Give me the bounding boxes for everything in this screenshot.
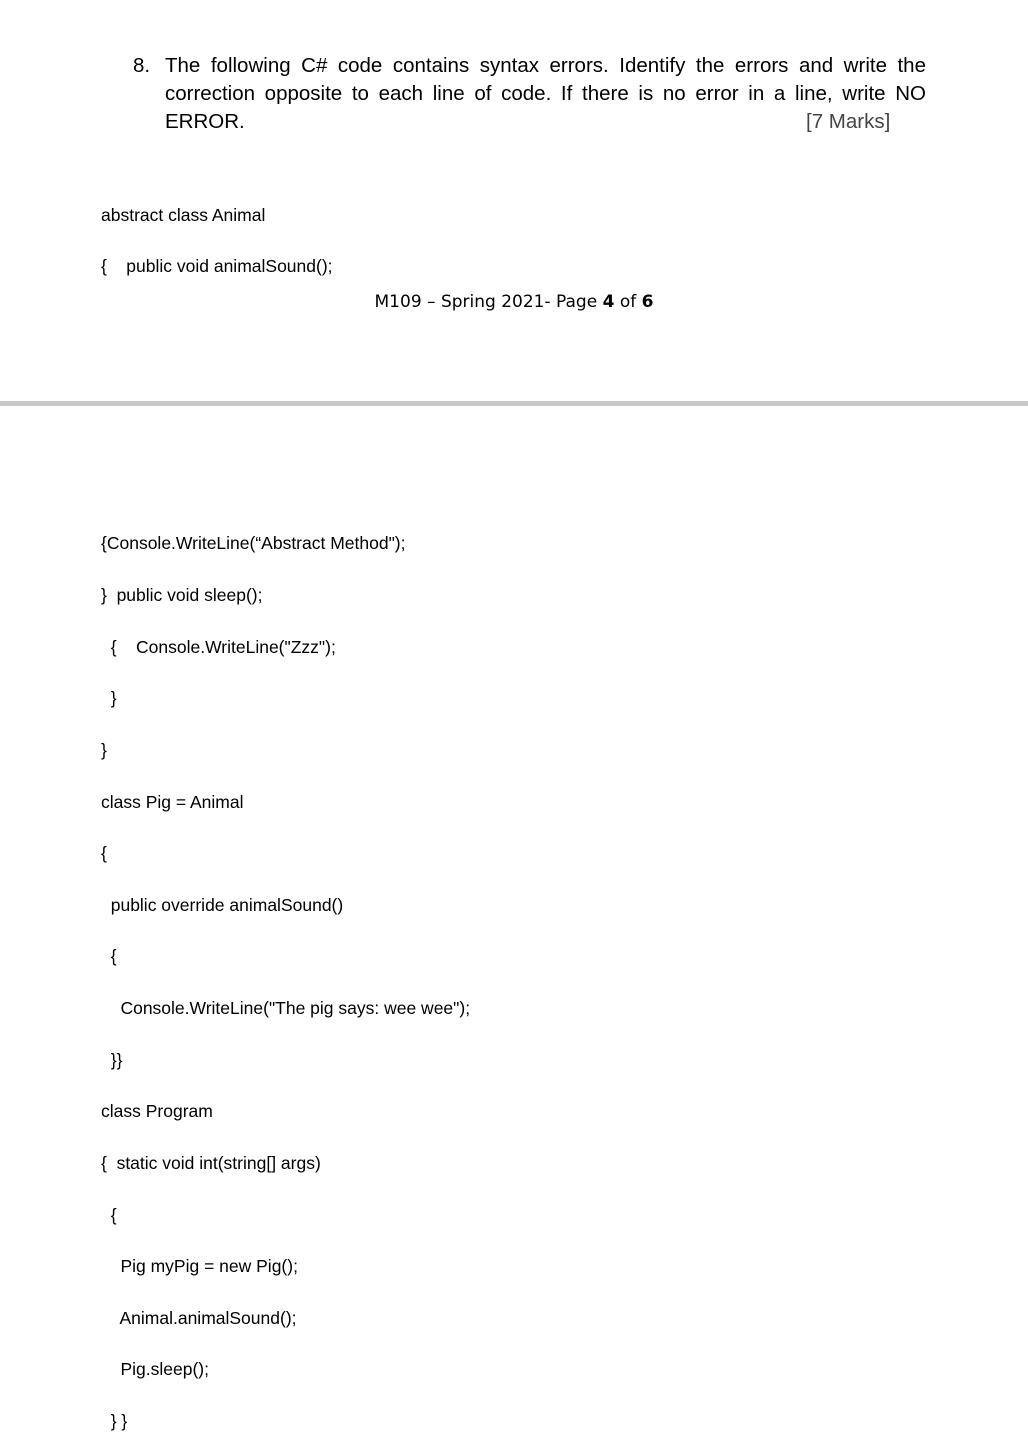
code-line: } <box>101 688 117 708</box>
code-line: Animal.animalSound(); <box>101 1308 297 1328</box>
code-line: { Console.WriteLine("Zzz"); <box>101 637 336 657</box>
question-number: 8. <box>133 54 151 77</box>
page-footer <box>0 290 1028 314</box>
code-line: abstract class Animal <box>101 205 266 225</box>
code-line: Pig.sleep(); <box>101 1359 209 1379</box>
footer-page-number: 4 <box>602 292 615 312</box>
footer-course: M109 – Spring 2021- Page <box>374 292 603 312</box>
code-line: { public void animalSound(); <box>101 256 333 276</box>
code-line: Pig myPig = new Pig(); <box>101 1256 298 1276</box>
code-line: class Pig = Animal <box>101 792 244 812</box>
code-line: class Program <box>101 1101 213 1121</box>
code-line: {Console.WriteLine(“Abstract Method"); <box>101 533 406 553</box>
code-line: { <box>101 946 117 966</box>
code-line: Console.WriteLine("The pig says: wee wee"); <box>101 998 471 1018</box>
code-line: } public void sleep(); <box>101 585 263 605</box>
question-marks: [7 Marks] <box>806 110 891 133</box>
code-line: }} <box>101 1050 123 1070</box>
code-line: { <box>101 843 107 863</box>
code-line: { static void int(string[] args) <box>101 1153 321 1173</box>
code-line: public override animalSound() <box>101 895 344 915</box>
footer-of: of <box>614 292 642 312</box>
code-line: { <box>101 1205 117 1225</box>
footer-page-total: 6 <box>641 292 654 312</box>
code-line: } } <box>101 1411 128 1431</box>
question-text: The following C# code contains syntax errors. Identify the errors and write the correction opposite to each line of code. If there is no error in a line, write NO ERROR. <box>165 54 926 133</box>
code-line: } <box>101 740 107 760</box>
page-break-divider <box>0 401 1028 406</box>
